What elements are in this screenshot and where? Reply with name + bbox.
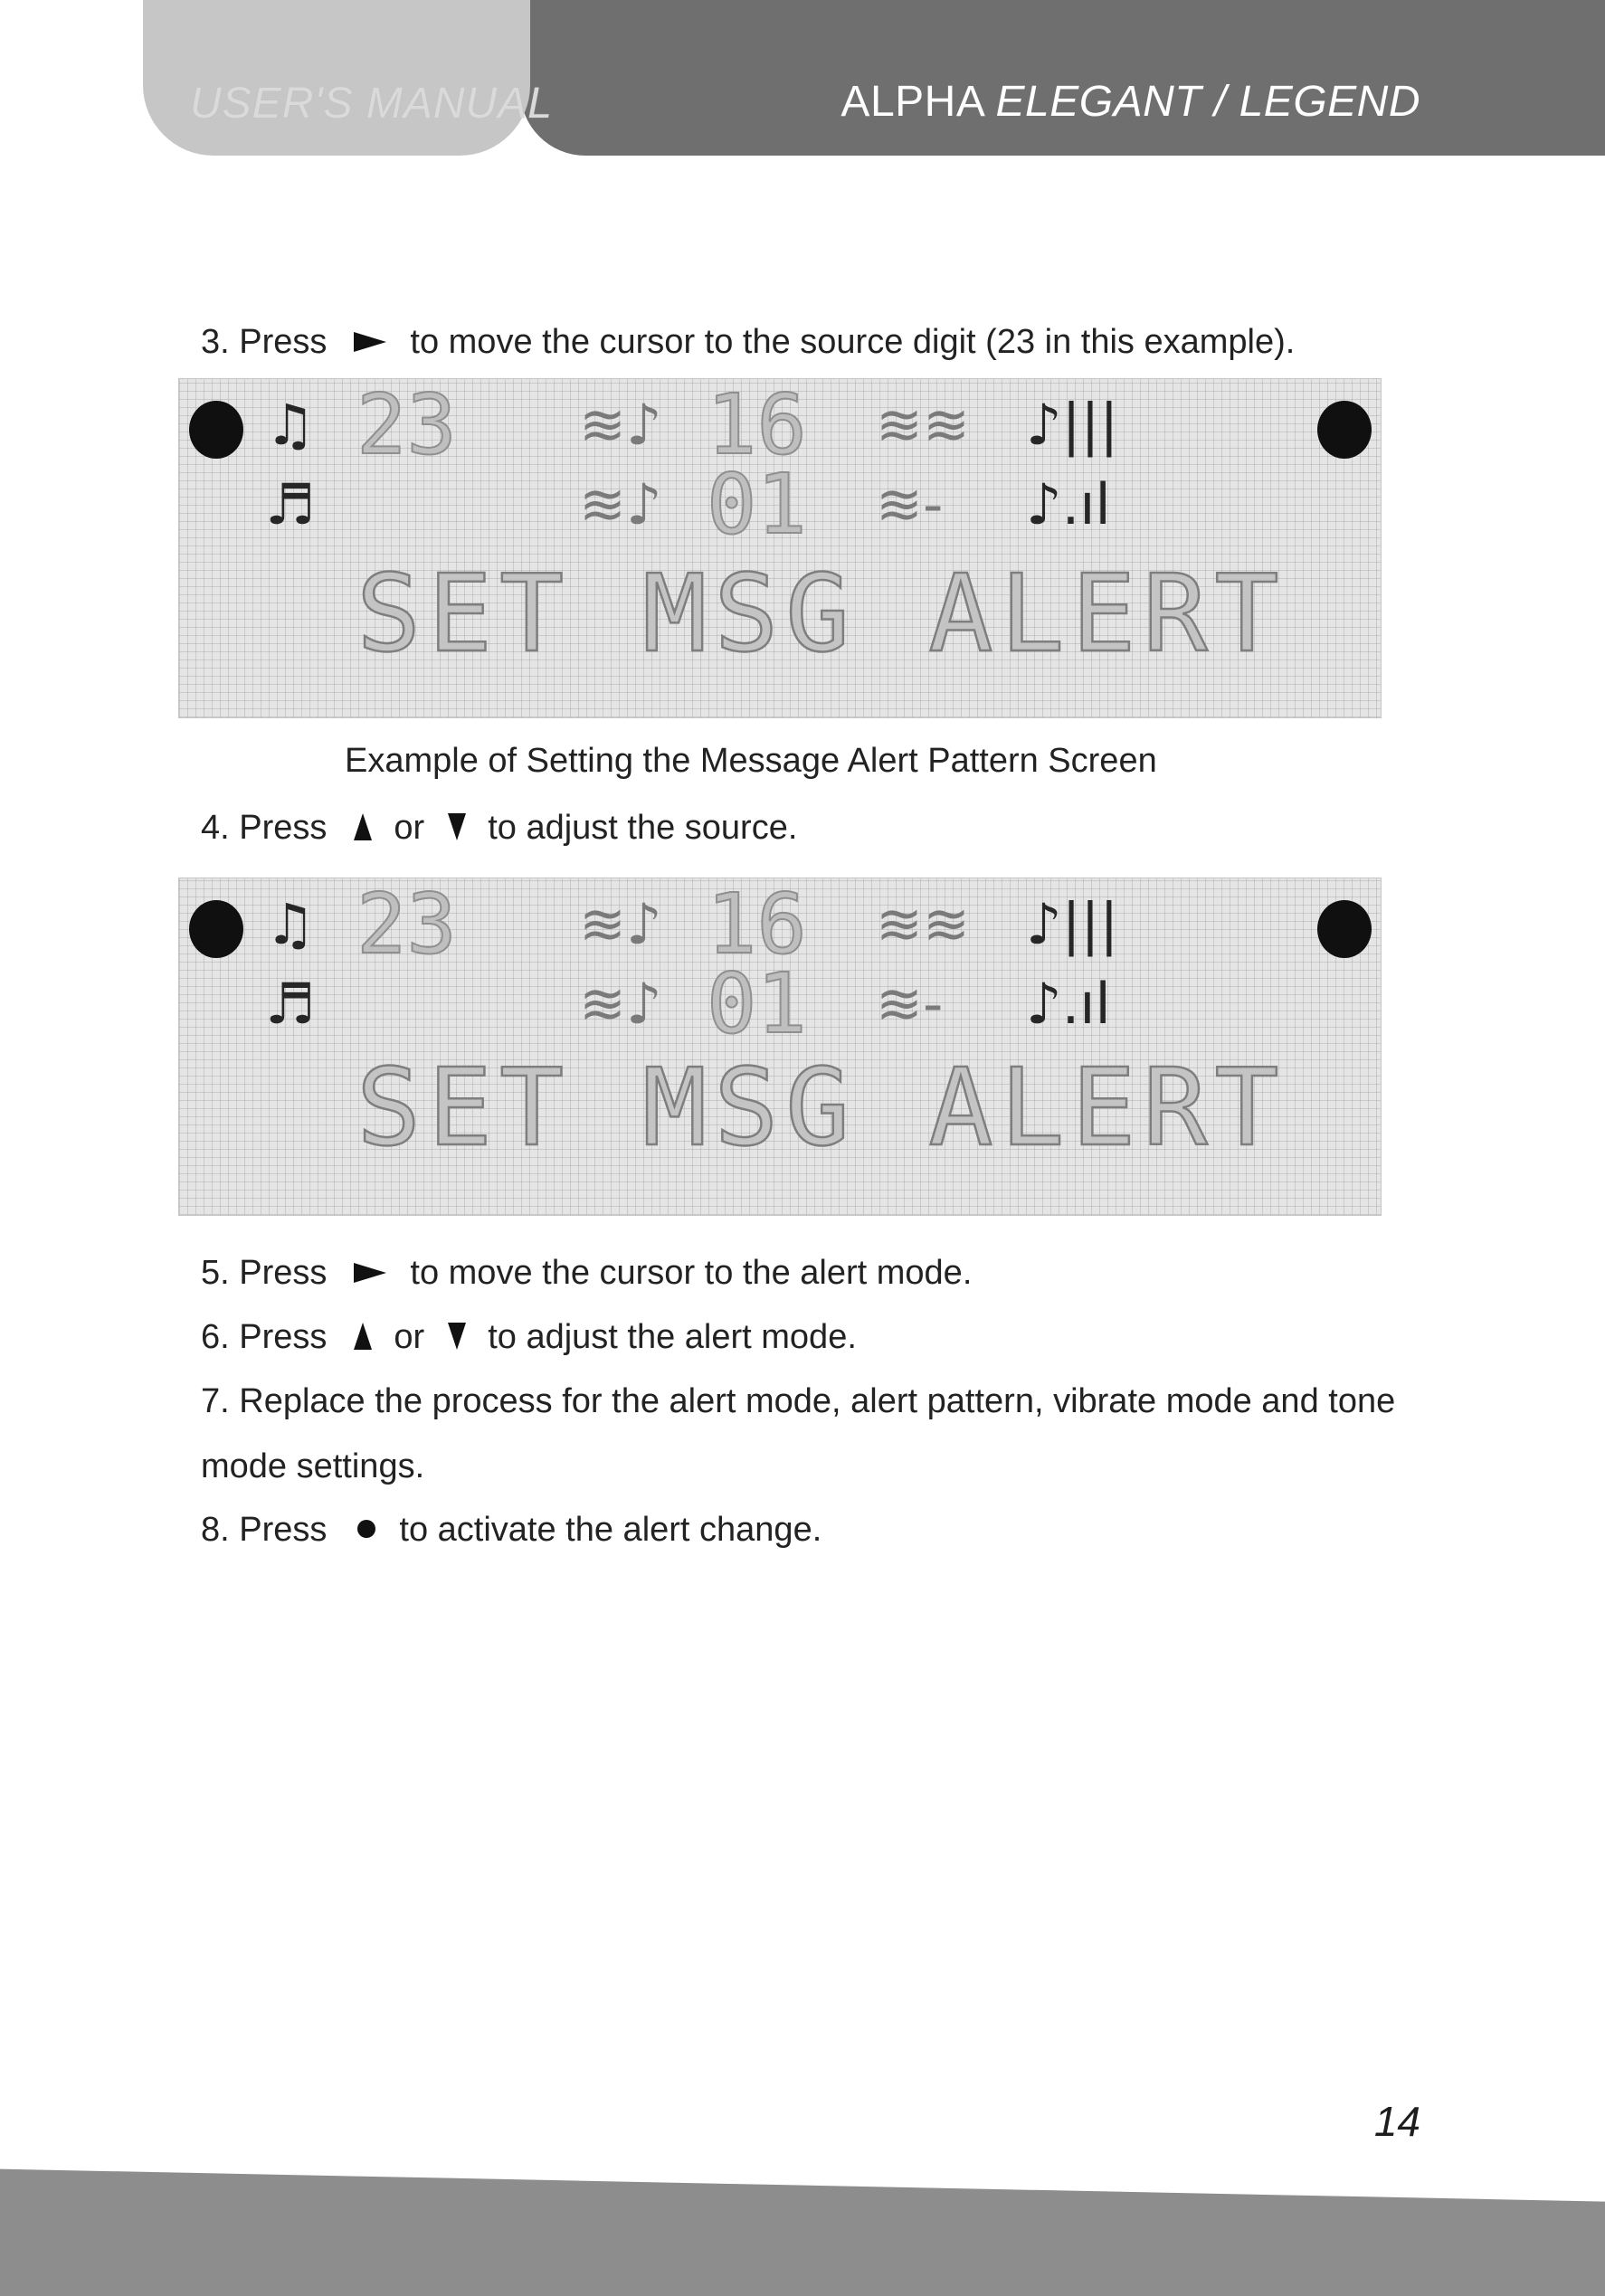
step-press-word: Press bbox=[239, 1511, 328, 1549]
lcd-screen bbox=[178, 878, 1382, 1216]
step-text: to move the cursor to the source digit (23 in this example). bbox=[410, 323, 1296, 361]
right-arrow-icon bbox=[354, 332, 386, 352]
product-models: ELEGANT / LEGEND bbox=[995, 78, 1420, 126]
lcd-pattern2-digits: 01 bbox=[707, 955, 807, 1052]
note-icon: ♬ bbox=[265, 971, 316, 1037]
up-arrow-icon bbox=[354, 1323, 372, 1350]
down-arrow-icon bbox=[448, 1323, 466, 1350]
step-7 bbox=[201, 1369, 1486, 1499]
step-8 bbox=[201, 1504, 821, 1556]
step-press-word: Press bbox=[239, 809, 328, 847]
vibrate-dash-icon: ≋- bbox=[876, 471, 944, 537]
lcd-screen bbox=[178, 378, 1382, 718]
step-text: to adjust the alert mode. bbox=[488, 1318, 857, 1356]
product-title bbox=[840, 77, 1420, 127]
step-text: Replace the process for the alert mode, alert pattern, vibrate mode and tone mode settings. bbox=[201, 1382, 1396, 1485]
step-press-word: Press bbox=[239, 1318, 328, 1356]
signal-bars-icon: ♪||| bbox=[1026, 891, 1119, 957]
header-tab bbox=[143, 0, 530, 156]
vibrate-icon: ≋≋ bbox=[876, 392, 970, 458]
step-number: 5. bbox=[201, 1254, 230, 1292]
step-number: 6. bbox=[201, 1318, 230, 1356]
signal-bars-icon: ♪||| bbox=[1026, 392, 1119, 458]
page-number: 14 bbox=[1373, 2098, 1420, 2145]
music-note-icon: ♫ bbox=[265, 891, 316, 957]
lcd-pattern2-digits: 01 bbox=[707, 456, 807, 553]
vibrate-note-icon: ≋♪ bbox=[579, 971, 662, 1037]
volume-level-icon: ♪.ıl bbox=[1026, 471, 1111, 537]
vibrate-note-icon: ≋♪ bbox=[579, 891, 662, 957]
step-5 bbox=[201, 1247, 972, 1299]
step-4 bbox=[201, 802, 797, 854]
manual-label: USER'S MANUAL bbox=[190, 80, 553, 128]
lcd-pattern-digits: 16 bbox=[707, 376, 807, 473]
vibrate-dash-icon: ≋- bbox=[876, 971, 944, 1037]
step-number: 3. bbox=[201, 323, 230, 361]
footer-band bbox=[0, 2133, 1605, 2296]
down-arrow-icon bbox=[448, 813, 466, 840]
step-number: 4. bbox=[201, 809, 230, 847]
figure-caption: Example of Setting the Message Alert Pattern Screen bbox=[345, 742, 1157, 780]
step-or-word: or bbox=[394, 809, 425, 847]
volume-level-icon: ♪.ıl bbox=[1026, 971, 1111, 1037]
vibrate-note-icon: ≋♪ bbox=[579, 471, 662, 537]
lcd-row-2 bbox=[179, 954, 1381, 1054]
step-or-word: or bbox=[394, 1318, 425, 1356]
music-note-icon: ♫ bbox=[265, 392, 316, 458]
step-press-word: Press bbox=[239, 323, 328, 361]
vibrate-icon: ≋≋ bbox=[876, 891, 970, 957]
step-6 bbox=[201, 1311, 857, 1363]
step-number: 7. bbox=[201, 1382, 230, 1420]
lcd-row-2 bbox=[179, 455, 1381, 555]
lcd-pattern-digits: 16 bbox=[707, 876, 807, 972]
step-number: 8. bbox=[201, 1511, 230, 1549]
lcd-label: SET MSG ALERT bbox=[356, 1045, 1287, 1170]
dot-button-icon bbox=[357, 1520, 375, 1538]
vibrate-note-icon: ≋♪ bbox=[579, 392, 662, 458]
up-arrow-icon bbox=[354, 813, 372, 840]
step-press-word: Press bbox=[239, 1254, 328, 1292]
step-text: to move the cursor to the alert mode. bbox=[410, 1254, 973, 1292]
lcd-source-digits: 23 bbox=[356, 376, 457, 473]
note-icon: ♬ bbox=[265, 471, 316, 537]
right-arrow-icon bbox=[354, 1263, 386, 1283]
product-brand: ALPHA bbox=[840, 78, 983, 126]
step-text: to activate the alert change. bbox=[399, 1511, 822, 1549]
step-3 bbox=[201, 316, 1295, 368]
lcd-source-digits: 23 bbox=[356, 876, 457, 972]
lcd-label: SET MSG ALERT bbox=[356, 551, 1287, 676]
step-text: to adjust the source. bbox=[488, 809, 798, 847]
